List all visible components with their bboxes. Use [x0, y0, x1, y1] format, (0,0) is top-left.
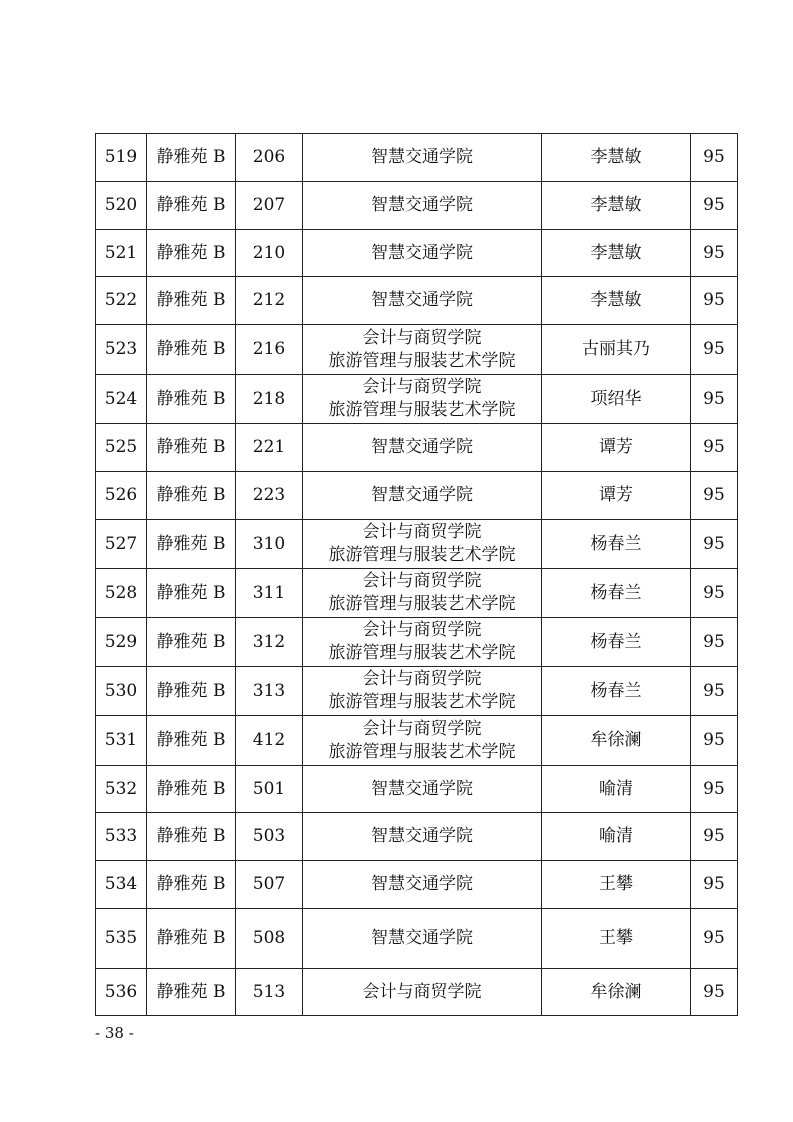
cell-number: 534	[96, 861, 147, 909]
cell-building: 静雅苑 B	[147, 375, 236, 424]
cell-score: 95	[691, 182, 738, 230]
table-row	[96, 813, 738, 861]
cell-name: 古丽其乃	[542, 325, 691, 375]
cell-building: 静雅苑 B	[147, 813, 236, 861]
cell-name: 牟徐澜	[542, 969, 691, 1016]
cell-number: 528	[96, 569, 147, 618]
cell-score: 95	[691, 618, 738, 667]
cell-room: 501	[236, 766, 303, 813]
cell-score: 95	[691, 375, 738, 424]
cell-score: 95	[691, 230, 738, 277]
cell-name: 牟徐澜	[542, 716, 691, 766]
cell-name: 杨春兰	[542, 520, 691, 569]
college-line: 智慧交通学院	[371, 195, 473, 215]
cell-number: 526	[96, 472, 147, 520]
college-line: 会计与商贸学院	[362, 327, 482, 348]
cell-college	[303, 766, 542, 813]
cell-name: 李慧敏	[542, 134, 691, 182]
cell-building: 静雅苑 B	[147, 230, 236, 277]
cell-room: 210	[236, 230, 303, 277]
table-row	[96, 520, 738, 569]
college-line: 智慧交通学院	[371, 437, 473, 457]
cell-college	[303, 618, 542, 667]
cell-number: 532	[96, 766, 147, 813]
college-line: 智慧交通学院	[371, 778, 473, 799]
cell-building: 静雅苑 B	[147, 424, 236, 472]
college-line: 旅游管理与服装艺术学院	[328, 643, 516, 663]
table-row	[96, 375, 738, 424]
cell-name: 杨春兰	[542, 667, 691, 716]
table-row	[96, 277, 738, 325]
table-row	[96, 569, 738, 618]
cell-score: 95	[691, 766, 738, 813]
college-line: 旅游管理与服装艺术学院	[328, 545, 516, 565]
cell-score: 95	[691, 134, 738, 182]
college-line: 会计与商贸学院	[362, 571, 482, 591]
cell-building: 静雅苑 B	[147, 861, 236, 909]
cell-college	[303, 969, 542, 1016]
cell-room: 312	[236, 618, 303, 667]
cell-score: 95	[691, 909, 738, 969]
cell-room: 503	[236, 813, 303, 861]
cell-college	[303, 520, 542, 569]
table-row	[96, 969, 738, 1016]
cell-room: 412	[236, 716, 303, 766]
table-row	[96, 424, 738, 472]
cell-college	[303, 813, 542, 861]
cell-room: 221	[236, 424, 303, 472]
table-row	[96, 716, 738, 766]
college-line: 旅游管理与服装艺术学院	[328, 400, 516, 420]
cell-number: 536	[96, 969, 147, 1016]
table-row	[96, 182, 738, 230]
cell-college	[303, 134, 542, 182]
cell-number: 523	[96, 325, 147, 375]
cell-room: 218	[236, 375, 303, 424]
cell-building: 静雅苑 B	[147, 667, 236, 716]
table-row	[96, 909, 738, 969]
cell-name: 杨春兰	[542, 569, 691, 618]
cell-building: 静雅苑 B	[147, 909, 236, 969]
cell-college	[303, 909, 542, 969]
cell-room: 212	[236, 277, 303, 325]
college-line: 会计与商贸学院	[362, 377, 482, 397]
cell-building: 静雅苑 B	[147, 182, 236, 230]
cell-college	[303, 667, 542, 716]
cell-name: 杨春兰	[542, 618, 691, 667]
cell-room: 216	[236, 325, 303, 375]
cell-name: 喻清	[542, 813, 691, 861]
table-row	[96, 861, 738, 909]
cell-building: 静雅苑 B	[147, 520, 236, 569]
table-row	[96, 134, 738, 182]
college-line: 会计与商贸学院	[362, 981, 482, 1002]
cell-score: 95	[691, 520, 738, 569]
cell-score: 95	[691, 716, 738, 766]
college-line: 智慧交通学院	[371, 242, 473, 263]
cell-score: 95	[691, 472, 738, 520]
college-line: 智慧交通学院	[371, 874, 473, 894]
college-line: 会计与商贸学院	[362, 522, 482, 542]
college-line: 智慧交通学院	[371, 290, 473, 310]
cell-score: 95	[691, 424, 738, 472]
cell-building: 静雅苑 B	[147, 969, 236, 1016]
cell-number: 529	[96, 618, 147, 667]
cell-building: 静雅苑 B	[147, 325, 236, 375]
cell-name: 李慧敏	[542, 277, 691, 325]
cell-number: 527	[96, 520, 147, 569]
cell-college	[303, 472, 542, 520]
cell-college	[303, 861, 542, 909]
table-row	[96, 667, 738, 716]
cell-name: 谭芳	[542, 424, 691, 472]
cell-score: 95	[691, 861, 738, 909]
cell-number: 522	[96, 277, 147, 325]
cell-number: 519	[96, 134, 147, 182]
college-line: 智慧交通学院	[371, 147, 473, 167]
cell-name: 王攀	[542, 861, 691, 909]
cell-number: 520	[96, 182, 147, 230]
cell-number: 525	[96, 424, 147, 472]
college-line: 会计与商贸学院	[362, 620, 482, 640]
cell-number: 530	[96, 667, 147, 716]
cell-score: 95	[691, 667, 738, 716]
cell-score: 95	[691, 969, 738, 1016]
table-row	[96, 325, 738, 375]
cell-room: 206	[236, 134, 303, 182]
cell-building: 静雅苑 B	[147, 134, 236, 182]
cell-room: 507	[236, 861, 303, 909]
cell-building: 静雅苑 B	[147, 277, 236, 325]
cell-building: 静雅苑 B	[147, 618, 236, 667]
college-line: 智慧交通学院	[371, 485, 473, 505]
cell-name: 李慧敏	[542, 230, 691, 277]
cell-number: 535	[96, 909, 147, 969]
college-line: 智慧交通学院	[371, 928, 473, 948]
college-line: 会计与商贸学院	[362, 718, 482, 739]
table-body	[96, 134, 738, 1016]
cell-college	[303, 230, 542, 277]
cell-name: 谭芳	[542, 472, 691, 520]
cell-number: 521	[96, 230, 147, 277]
table-row	[96, 766, 738, 813]
table-row	[96, 230, 738, 277]
college-line: 旅游管理与服装艺术学院	[328, 741, 516, 762]
college-line: 旅游管理与服装艺术学院	[328, 350, 516, 371]
cell-name: 喻清	[542, 766, 691, 813]
cell-room: 313	[236, 667, 303, 716]
cell-room: 311	[236, 569, 303, 618]
cell-score: 95	[691, 813, 738, 861]
table-row	[96, 618, 738, 667]
cell-room: 310	[236, 520, 303, 569]
cell-room: 508	[236, 909, 303, 969]
cell-score: 95	[691, 569, 738, 618]
cell-college	[303, 569, 542, 618]
college-line: 旅游管理与服装艺术学院	[328, 692, 516, 712]
cell-college	[303, 375, 542, 424]
cell-room: 223	[236, 472, 303, 520]
cell-score: 95	[691, 277, 738, 325]
cell-building: 静雅苑 B	[147, 569, 236, 618]
college-line: 会计与商贸学院	[362, 669, 482, 689]
college-line: 旅游管理与服装艺术学院	[328, 594, 516, 614]
cell-room: 207	[236, 182, 303, 230]
cell-number: 531	[96, 716, 147, 766]
cell-college	[303, 325, 542, 375]
cell-number: 524	[96, 375, 147, 424]
cell-name: 李慧敏	[542, 182, 691, 230]
cell-college	[303, 424, 542, 472]
cell-building: 静雅苑 B	[147, 716, 236, 766]
cell-score: 95	[691, 325, 738, 375]
page-number: - 38 -	[95, 1024, 134, 1042]
cell-name: 项绍华	[542, 375, 691, 424]
table-row	[96, 472, 738, 520]
score-table	[95, 133, 738, 1016]
cell-college	[303, 182, 542, 230]
cell-building: 静雅苑 B	[147, 472, 236, 520]
cell-room: 513	[236, 969, 303, 1016]
cell-building: 静雅苑 B	[147, 766, 236, 813]
dormitory-score-table	[95, 133, 733, 1016]
college-line: 智慧交通学院	[371, 826, 473, 846]
cell-name: 王攀	[542, 909, 691, 969]
cell-number: 533	[96, 813, 147, 861]
cell-college	[303, 277, 542, 325]
cell-college	[303, 716, 542, 766]
